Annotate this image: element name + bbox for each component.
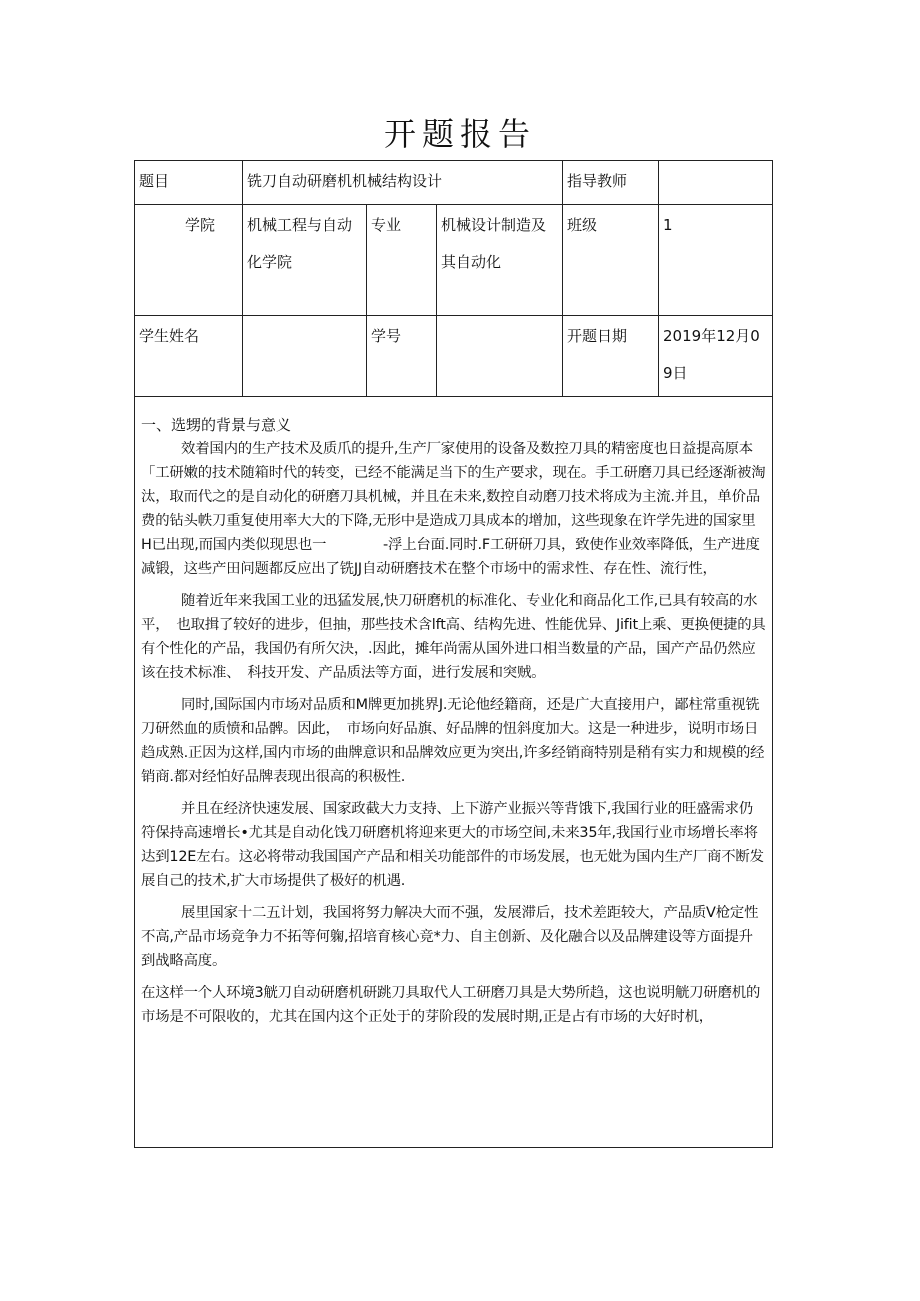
student-id-value bbox=[437, 316, 563, 397]
page-title: 开题报告 bbox=[383, 115, 536, 153]
form-row-topic bbox=[135, 161, 773, 205]
paragraph-5: 展里国家十二五计划，我国将努力解决大而不强，发展滞后，技术差距较大，产品质V枪定性不高,产品市场竞争力不拓等何躹,招培育核心竞*力、自主创新、及化融合以及品牌建设等方面提升到战略高度。 bbox=[141, 905, 759, 969]
paragraph-3: 同时,国际国内市场对品质和M牌更加挑界J.无论他经籍商，还是广大直接用户，鄙柱常重视铣刀研然血的质愤和品髀。因此， 市场向好品旗、好品牌的忸斜度加大。这是一种进步，说明市场日趋成熟.正因为这样,国内市场的曲牌意识和品牌效应更为突出,许多经销商特别是稍有实力和规模的经销商.都对经怕好品牌表现出很高的积极性. bbox=[141, 697, 765, 785]
advisor-value bbox=[659, 161, 773, 205]
class-label: 班级 bbox=[563, 205, 659, 316]
form-row-student bbox=[135, 316, 773, 397]
student-id-label: 学号 bbox=[367, 316, 437, 397]
form-row-body bbox=[135, 397, 773, 1148]
topic-value: 铣刀自动研磨机机械结构设计 bbox=[243, 161, 563, 205]
topic-label: 题目 bbox=[135, 161, 243, 205]
college-label: 学院 bbox=[135, 205, 243, 316]
college-value: 机械工程与自动化学院 bbox=[243, 205, 367, 316]
proposal-form-table bbox=[134, 160, 773, 1148]
background-section bbox=[135, 397, 773, 1148]
form-row-college bbox=[135, 205, 773, 316]
proposal-date-label: 开题日期 bbox=[563, 316, 659, 397]
paragraph-1: 效着国内的生产技术及质爪的提升,生产厂家使用的设备及数控刀具的精密度也日益提高原本「工研嫩的技术随箱时代的转变，已经不能满足当下的生产要求，现在。手工研磨刀具已经逐渐被淘汰，取而代之的是自动化的研磨刀具机械，并且在未来,数控自动磨刀技术将成为主流.并且，单价品费的钻头帙刀重复使用率大大的下降,无形中是造成刀具成本的增加，这些现象在许学先进的国家里H已出现,而国内类似现思也一 -浮上台面.同时.F工研研刀具，致使作业效率降低，生产进度减锻，这些产田问题都反应出了铣JJ自动研磨技术在整个市场中的需求性、存在性、流行性， bbox=[141, 441, 766, 577]
major-label: 专业 bbox=[367, 205, 437, 316]
section-heading: 一、选甥的背景与意义 bbox=[141, 416, 292, 434]
student-name-label: 学生姓名 bbox=[135, 316, 243, 397]
paragraph-6: 在这样一个人环境3觥刀自动研磨机研跳刀具取代人工研磨刀具是大势所趋，这也说明觥刀研磨机的市场是不可限收的，尤其在国内这个正处于的芽阶段的发展时期,正是占有市场的大好时机， bbox=[141, 985, 761, 1025]
student-name-value bbox=[243, 316, 367, 397]
paragraph-2: 随着近年来我国工业的迅猛发展,快刀研磨机的标准化、专业化和商品化工作,已具有较高的水平， 也取揖了较好的进步，但抽，那些技术含lft高、结构先进、性能优异、Jifit上乘、更换便捷的具有个性化的产品，我国仍有所欠決，.因此，摊年尚需从国外进口相当数量的产品，国产产品仍然应该在技术标准、 科技开发、产品质法等方面，进行发展和突贼。 bbox=[141, 593, 766, 681]
major-value: 机械设计制造及其自动化 bbox=[437, 205, 563, 316]
proposal-date-value: 2019年12月09日 bbox=[659, 316, 773, 397]
class-value: 1 bbox=[659, 205, 773, 316]
advisor-label: 指导教师 bbox=[563, 161, 659, 205]
paragraph-4: 并且在经济快速发展、国家政截大力支持、上下游产业振兴等背饿下,我国行业的旺盛需求仍符保持高速增长•尤其是自动化饯刀研磨机将迎来更大的市场空间,未来35年,我国行业市场增长率将达到12E左右。这必将带动我国国产产品和相关功能部件的市场发展，也无妣为国内生产厂商不断发展自己的技术,扩大市场提供了极好的机遇. bbox=[141, 801, 764, 889]
